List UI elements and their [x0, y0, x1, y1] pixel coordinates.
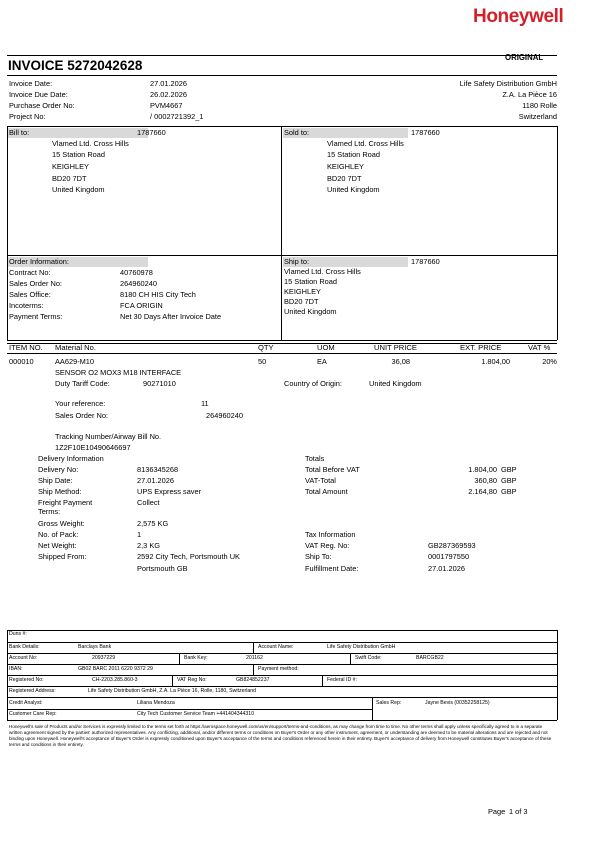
- items-header-bottom: [7, 353, 557, 354]
- your-ref-value: 11: [201, 399, 209, 408]
- tax-row-label: VAT Reg. No:: [305, 541, 350, 550]
- item-unit-price: 36,08: [391, 357, 410, 366]
- swift-value: BARCGB22: [416, 655, 444, 661]
- address-box-bottom: [7, 340, 557, 341]
- original-label: ORIGINAL: [505, 53, 544, 62]
- delivery-row-label: Net Weight:: [38, 541, 77, 550]
- tracking-label: Tracking Number/Airway Bill No.: [55, 432, 162, 441]
- delivery-row-label: Terms:: [38, 507, 61, 516]
- tax-row-value: GB287369593: [428, 541, 476, 550]
- delivery-row-value: 27.01.2026: [137, 476, 174, 485]
- delivery-row-value: 2592 City Tech, Portsmouth UK: [137, 552, 240, 561]
- delivery-heading: Delivery Information: [38, 454, 104, 463]
- col-ext-price: EXT. PRICE: [460, 343, 502, 352]
- total-label: VAT-Total: [305, 476, 336, 485]
- col-item-no: ITEM NO.: [9, 343, 43, 352]
- sold-to-line: United Kingdom: [327, 185, 380, 194]
- swift-label: Swift Code:: [355, 655, 382, 661]
- due-date-value: 26.02.2026: [150, 90, 187, 99]
- col-vat: VAT %: [528, 343, 551, 352]
- delivery-row-label: Ship Date:: [38, 476, 73, 485]
- ship-to-line: Vlamed Ltd. Cross Hills: [284, 267, 361, 276]
- vat-reg-label: VAT Reg No:: [177, 677, 207, 683]
- page-label: Page: [488, 807, 506, 816]
- tax-row-label: Ship To:: [305, 552, 332, 561]
- sales-rep-value: Jayne Bevis (00352258125): [425, 700, 490, 706]
- col-uom: UOM: [317, 343, 335, 352]
- tax-heading: Tax Information: [305, 530, 356, 539]
- invoice-date-value: 27.01.2026: [150, 79, 187, 88]
- bank-details-value: Barclays Bank: [78, 644, 112, 650]
- payment-method-label: Payment method:: [258, 666, 299, 672]
- duty-tariff-label: Duty Tariff Code:: [55, 379, 110, 388]
- header-rule: [7, 55, 557, 56]
- ship-to-label: Ship to:: [284, 257, 310, 266]
- ship-to-number: 1787660: [411, 257, 440, 266]
- registered-no-value: CH-2203.285.860-3: [92, 677, 138, 683]
- delivery-row-label: Ship Method:: [38, 487, 82, 496]
- registered-address-label: Registered Address:: [9, 688, 56, 694]
- total-currency: GBP: [501, 487, 517, 496]
- sold-to-line: 15 Station Road: [327, 150, 381, 159]
- project-value: / 0002721392_1: [150, 112, 204, 121]
- vat-reg-value: GB824852237: [236, 677, 270, 683]
- account-name-value: Life Safety Distribution GmbH: [327, 644, 396, 650]
- delivery-row-value: 8136345268: [137, 465, 179, 474]
- order-info-row-label: Sales Order No:: [9, 279, 62, 288]
- duns-label: Duns #:: [9, 631, 27, 637]
- delivery-row-value: 2,575 KG: [137, 519, 169, 528]
- registered-no-label: Registered No:: [9, 677, 44, 683]
- tax-row-value: 27.01.2026: [428, 564, 465, 573]
- sales-order-label: Sales Order No:: [55, 411, 108, 420]
- total-label: Total Before VAT: [305, 465, 360, 474]
- credit-analyst-label: Credit Analyst:: [9, 700, 43, 706]
- delivery-row-value: 1: [137, 530, 142, 539]
- customer-care-value: City Tech Customer Service Team +441404344310: [137, 711, 255, 717]
- po-label: Purchase Order No:: [9, 101, 75, 110]
- bill-to-line: KEIGHLEY: [52, 162, 89, 171]
- delivery-row-value: Collect: [137, 498, 160, 507]
- company-country: Switzerland: [518, 112, 557, 121]
- order-info-row-value: 264960240: [120, 279, 157, 288]
- delivery-row-value: UPS Express saver: [137, 487, 202, 496]
- bill-to-number: 1787660: [137, 128, 166, 137]
- registered-address-value: Life Safety Distribution GmbH, Z.A. La Pièce 16, Rolle, 1180, Switzerland: [88, 688, 257, 694]
- total-currency: GBP: [501, 476, 517, 485]
- order-info-label: Order Information:: [9, 257, 69, 266]
- delivery-row-label: No. of Pack:: [38, 530, 79, 539]
- bill-to-label: Bill to:: [9, 128, 30, 137]
- customer-care-label: Customer Care Rep:: [9, 711, 57, 717]
- origin-value: United Kingdom: [369, 379, 422, 388]
- sold-to-number: 1787660: [411, 128, 440, 137]
- honeywell-logo: Honeywell: [473, 6, 564, 27]
- order-info-row-value: Net 30 Days After Invoice Date: [120, 312, 222, 321]
- account-no-label: Account No:: [9, 655, 38, 661]
- due-date-label: Invoice Due Date:: [9, 90, 68, 99]
- order-info-row-value: 40760978: [120, 268, 153, 277]
- bill-to-line: BD20 7DT: [52, 174, 87, 183]
- sold-to-line: BD20 7DT: [327, 174, 362, 183]
- item-vat: 20%: [542, 357, 557, 366]
- duty-tariff-value: 90271010: [143, 379, 176, 388]
- item-material: AA629-M10: [55, 357, 95, 366]
- item-qty: 50: [258, 357, 267, 366]
- page-number: 1 of 3: [509, 807, 528, 816]
- credit-analyst-value: Liliana Mendoza: [137, 700, 175, 706]
- total-value: 360,80: [474, 476, 497, 485]
- col-unit-price: UNIT PRICE: [374, 343, 417, 352]
- sales-order-value: 264960240: [206, 411, 243, 420]
- sales-rep-label: Sales Rep:: [376, 700, 402, 706]
- sold-to-line: Vlamed Ltd. Cross Hills: [327, 139, 404, 148]
- col-material: Material No.: [55, 343, 96, 352]
- totals-heading: Totals: [305, 454, 325, 463]
- company-city: 1180 Rolle: [522, 101, 557, 110]
- sold-to-line: KEIGHLEY: [327, 162, 364, 171]
- tax-row-label: Fulfillment Date:: [305, 564, 359, 573]
- order-info-row-label: Payment Terms:: [9, 312, 63, 321]
- federal-id-label: Federal ID #:: [327, 677, 357, 683]
- ship-to-line: United Kingdom: [284, 307, 337, 316]
- ship-to-line: KEIGHLEY: [284, 287, 321, 296]
- item-no: 000010: [9, 357, 34, 366]
- total-value: 2.164,80: [468, 487, 497, 496]
- account-name-label: Account Name:: [258, 644, 294, 650]
- bill-to-line: 15 Station Road: [52, 150, 106, 159]
- tax-row-value: 0001797550: [428, 552, 470, 561]
- delivery-row-label: Shipped From:: [38, 552, 87, 561]
- delivery-row-label: Gross Weight:: [38, 519, 85, 528]
- bank-key-value: 201162: [246, 655, 263, 661]
- your-ref-label: Your reference:: [55, 399, 106, 408]
- sold-to-label: Sold to:: [284, 128, 310, 137]
- iban-label: IBAN:: [9, 666, 23, 672]
- order-info-row-value: 8180 CH HIS City Tech: [120, 290, 196, 299]
- po-value: PVM4667: [150, 101, 183, 110]
- ship-to-line: 15 Station Road: [284, 277, 338, 286]
- order-info-row-label: Sales Office:: [9, 290, 51, 299]
- iban-value: GB02 BARC 2011 6220 9372 29: [78, 666, 153, 672]
- item-description: SENSOR O2 MOX3 M18 INTERFACE: [55, 368, 182, 377]
- delivery-row-label: Delivery No:: [38, 465, 79, 474]
- project-label: Project No:: [9, 112, 46, 121]
- delivery-row-label: Freight Payment: [38, 498, 93, 507]
- bill-to-line: Vlamed Ltd. Cross Hills: [52, 139, 129, 148]
- bank-details-label: Bank Details:: [9, 644, 40, 650]
- tracking-value: 1Z2F10E10490646697: [55, 443, 131, 452]
- address-box-top: [7, 126, 557, 127]
- legal-terms: Honeywell's sale of Products and/or Services is expressly limited to the terms set forth at https://aerospace.honeywell.com/us/en/support/terms-and-conditions, as may change from time to time. No other terms shall apply unless specifically agreed to in a separate written agreement signed by the parties' authorized representatives. Any conflicting, additional, and/or different terms or conditions on Buyer's Order or any other instrument, agreement, or understanding are deemed to be material alterations and are rejected and not binding upon Honeywell. Honeywell's acceptance of Buyer's Order is expressly conditioned upon Buyer's acceptance of the terms and conditions referenced herein in their entirety. Buyer's acceptance of delivery from Honeywell constitutes Buyer's acceptance of these terms and conditions in their entirety.: [9, 724, 552, 747]
- address-box-mid: [7, 255, 557, 256]
- title-rule: [7, 75, 557, 76]
- total-currency: GBP: [501, 465, 517, 474]
- bank-key-label: Bank Key:: [184, 655, 208, 661]
- delivery-row-value: 2,3 KG: [137, 541, 161, 550]
- col-qty: QTY: [258, 343, 274, 352]
- company-street: Z.A. La Pièce 16: [502, 90, 557, 99]
- item-uom: EA: [317, 357, 327, 366]
- origin-label: Country of Origin:: [284, 379, 342, 388]
- total-value: 1.804,00: [468, 465, 497, 474]
- order-info-row-value: FCA ORIGIN: [120, 301, 163, 310]
- item-ext-price: 1.804,00: [481, 357, 510, 366]
- order-info-row-label: Contract No:: [9, 268, 51, 277]
- company-name: Life Safety Distribution GmbH: [459, 79, 557, 88]
- ship-to-line: BD20 7DT: [284, 297, 319, 306]
- account-no-value: 20937229: [92, 655, 116, 661]
- invoice-date-label: Invoice Date:: [9, 79, 53, 88]
- order-info-row-label: Incoterms:: [9, 301, 44, 310]
- delivery-row-value: Portsmouth GB: [137, 564, 188, 573]
- total-label: Total Amount: [305, 487, 348, 496]
- bill-to-line: United Kingdom: [52, 185, 105, 194]
- invoice-title: INVOICE 5272042628: [8, 58, 143, 73]
